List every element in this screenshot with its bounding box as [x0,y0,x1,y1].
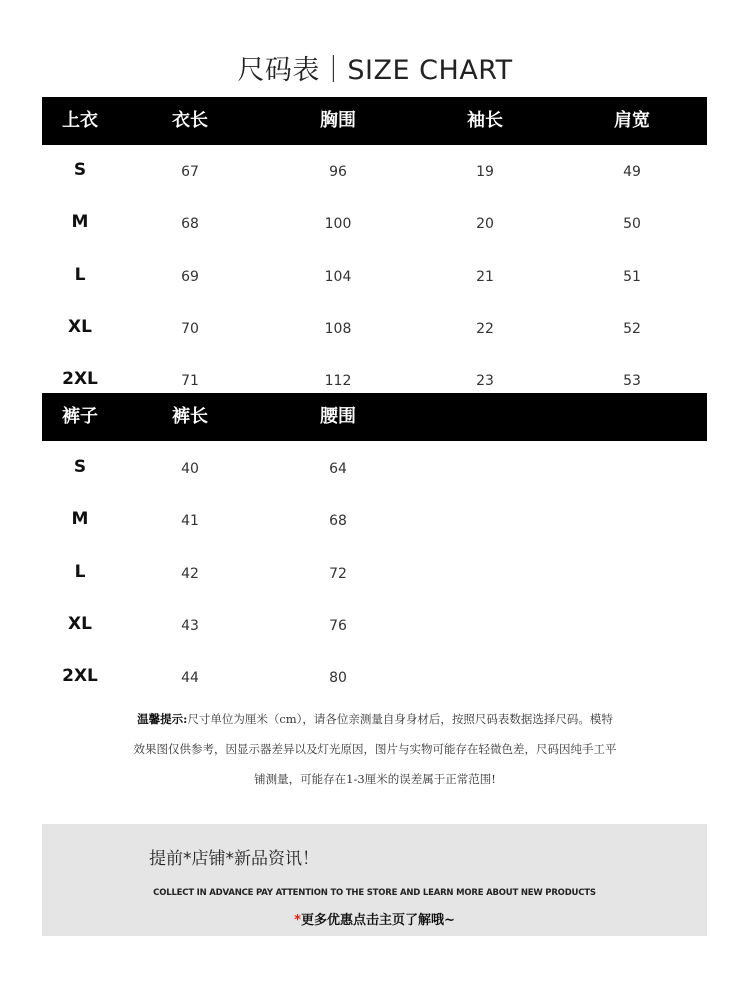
top-row-3-length: 69 [181,268,199,285]
pants-row-5-length: 44 [181,670,199,687]
pants-header-length: 裤长 [172,406,208,427]
pants-row-2-length: 41 [181,513,199,530]
top-row-4-sleeve: 22 [476,320,494,337]
top-row-5-length: 71 [181,373,199,390]
size-note-line-1 [0,711,750,727]
top-table-header [42,97,707,145]
pants-row-4-size: XL [68,613,92,634]
top-row-4-shoulder: 52 [623,320,641,337]
top-row-4-chest: 108 [324,320,352,337]
top-row-5-sleeve: 23 [476,373,494,390]
top-header-chest: 胸围 [320,110,356,131]
top-row-2-size: M [71,212,89,233]
top-row-5-size: 2XL [62,369,98,390]
size-note-line-2: 效果图仅供参考，因显示器差异以及灯光原因，图片与实物可能存在轻微色差，尺码因纯手工平 [133,742,617,756]
pants-row-2-waist: 68 [329,513,347,530]
pants-row-1-size: S [73,457,87,477]
top-row-5-chest: 112 [324,373,352,390]
top-row-1-sleeve: 19 [476,164,494,180]
banner-star: * [294,913,301,928]
pants-header-category: 裤子 [62,406,98,427]
pants-header-waist: 腰围 [320,406,356,427]
top-row-2-chest: 100 [324,216,352,233]
top-row-1-shoulder: 49 [623,164,641,180]
size-note-text-1: 尺寸单位为厘米（cm），请各位亲测量自身身材后，按照尺码表数据选择尺码。模特 [187,712,613,726]
top-header-shoulder: 肩宽 [614,110,650,131]
banner-headline: 提前*店铺*新品资讯！ [149,849,319,869]
top-header-category: 上衣 [62,110,98,131]
top-row-4-size: XL [68,316,92,337]
pants-row-5-size: 2XL [62,666,98,687]
top-row-1-length: 67 [181,164,199,180]
top-header-length: 衣长 [172,110,208,131]
size-note-label: 温馨提示: [137,712,188,726]
top-row-3-sleeve: 21 [476,268,494,285]
pants-row-5-waist: 80 [329,670,347,687]
top-row-1-size: S [73,160,87,180]
top-row-3-chest: 104 [324,268,352,285]
pants-row-1-waist: 64 [329,461,347,477]
top-header-sleeve: 袖长 [467,110,503,131]
banner-cta[interactable] [42,909,707,928]
top-row-3-size: L [74,264,86,285]
pants-row-2-size: M [71,509,89,530]
pants-row-4-length: 43 [181,617,199,634]
pants-row-1-length: 40 [181,461,199,477]
size-note-line-3: 铺测量，可能存在1-3厘米的误差属于正常范围! [254,772,496,786]
top-row-2-shoulder: 50 [623,216,641,233]
top-row-3-shoulder: 51 [623,268,641,285]
top-row-5-shoulder: 53 [623,373,641,390]
pants-row-4-waist: 76 [329,617,347,634]
top-row-2-sleeve: 20 [476,216,494,233]
banner-cta-text: 更多优惠点击主页了解哦~ [300,913,455,928]
pants-table-header [42,393,707,441]
banner-subline: COLLECT IN ADVANCE PAY ATTENTION TO THE STORE AND LEARN MORE ABOUT NEW PRODUCTS [153,888,596,898]
top-row-4-length: 70 [181,320,199,337]
top-row-1-chest: 96 [329,164,347,180]
pants-row-3-length: 42 [181,565,199,582]
top-row-2-length: 68 [181,216,199,233]
page-title: 尺码表｜SIZE CHART [237,55,513,86]
store-banner [42,824,707,936]
pants-row-3-size: L [74,561,86,582]
pants-row-3-waist: 72 [329,565,347,582]
